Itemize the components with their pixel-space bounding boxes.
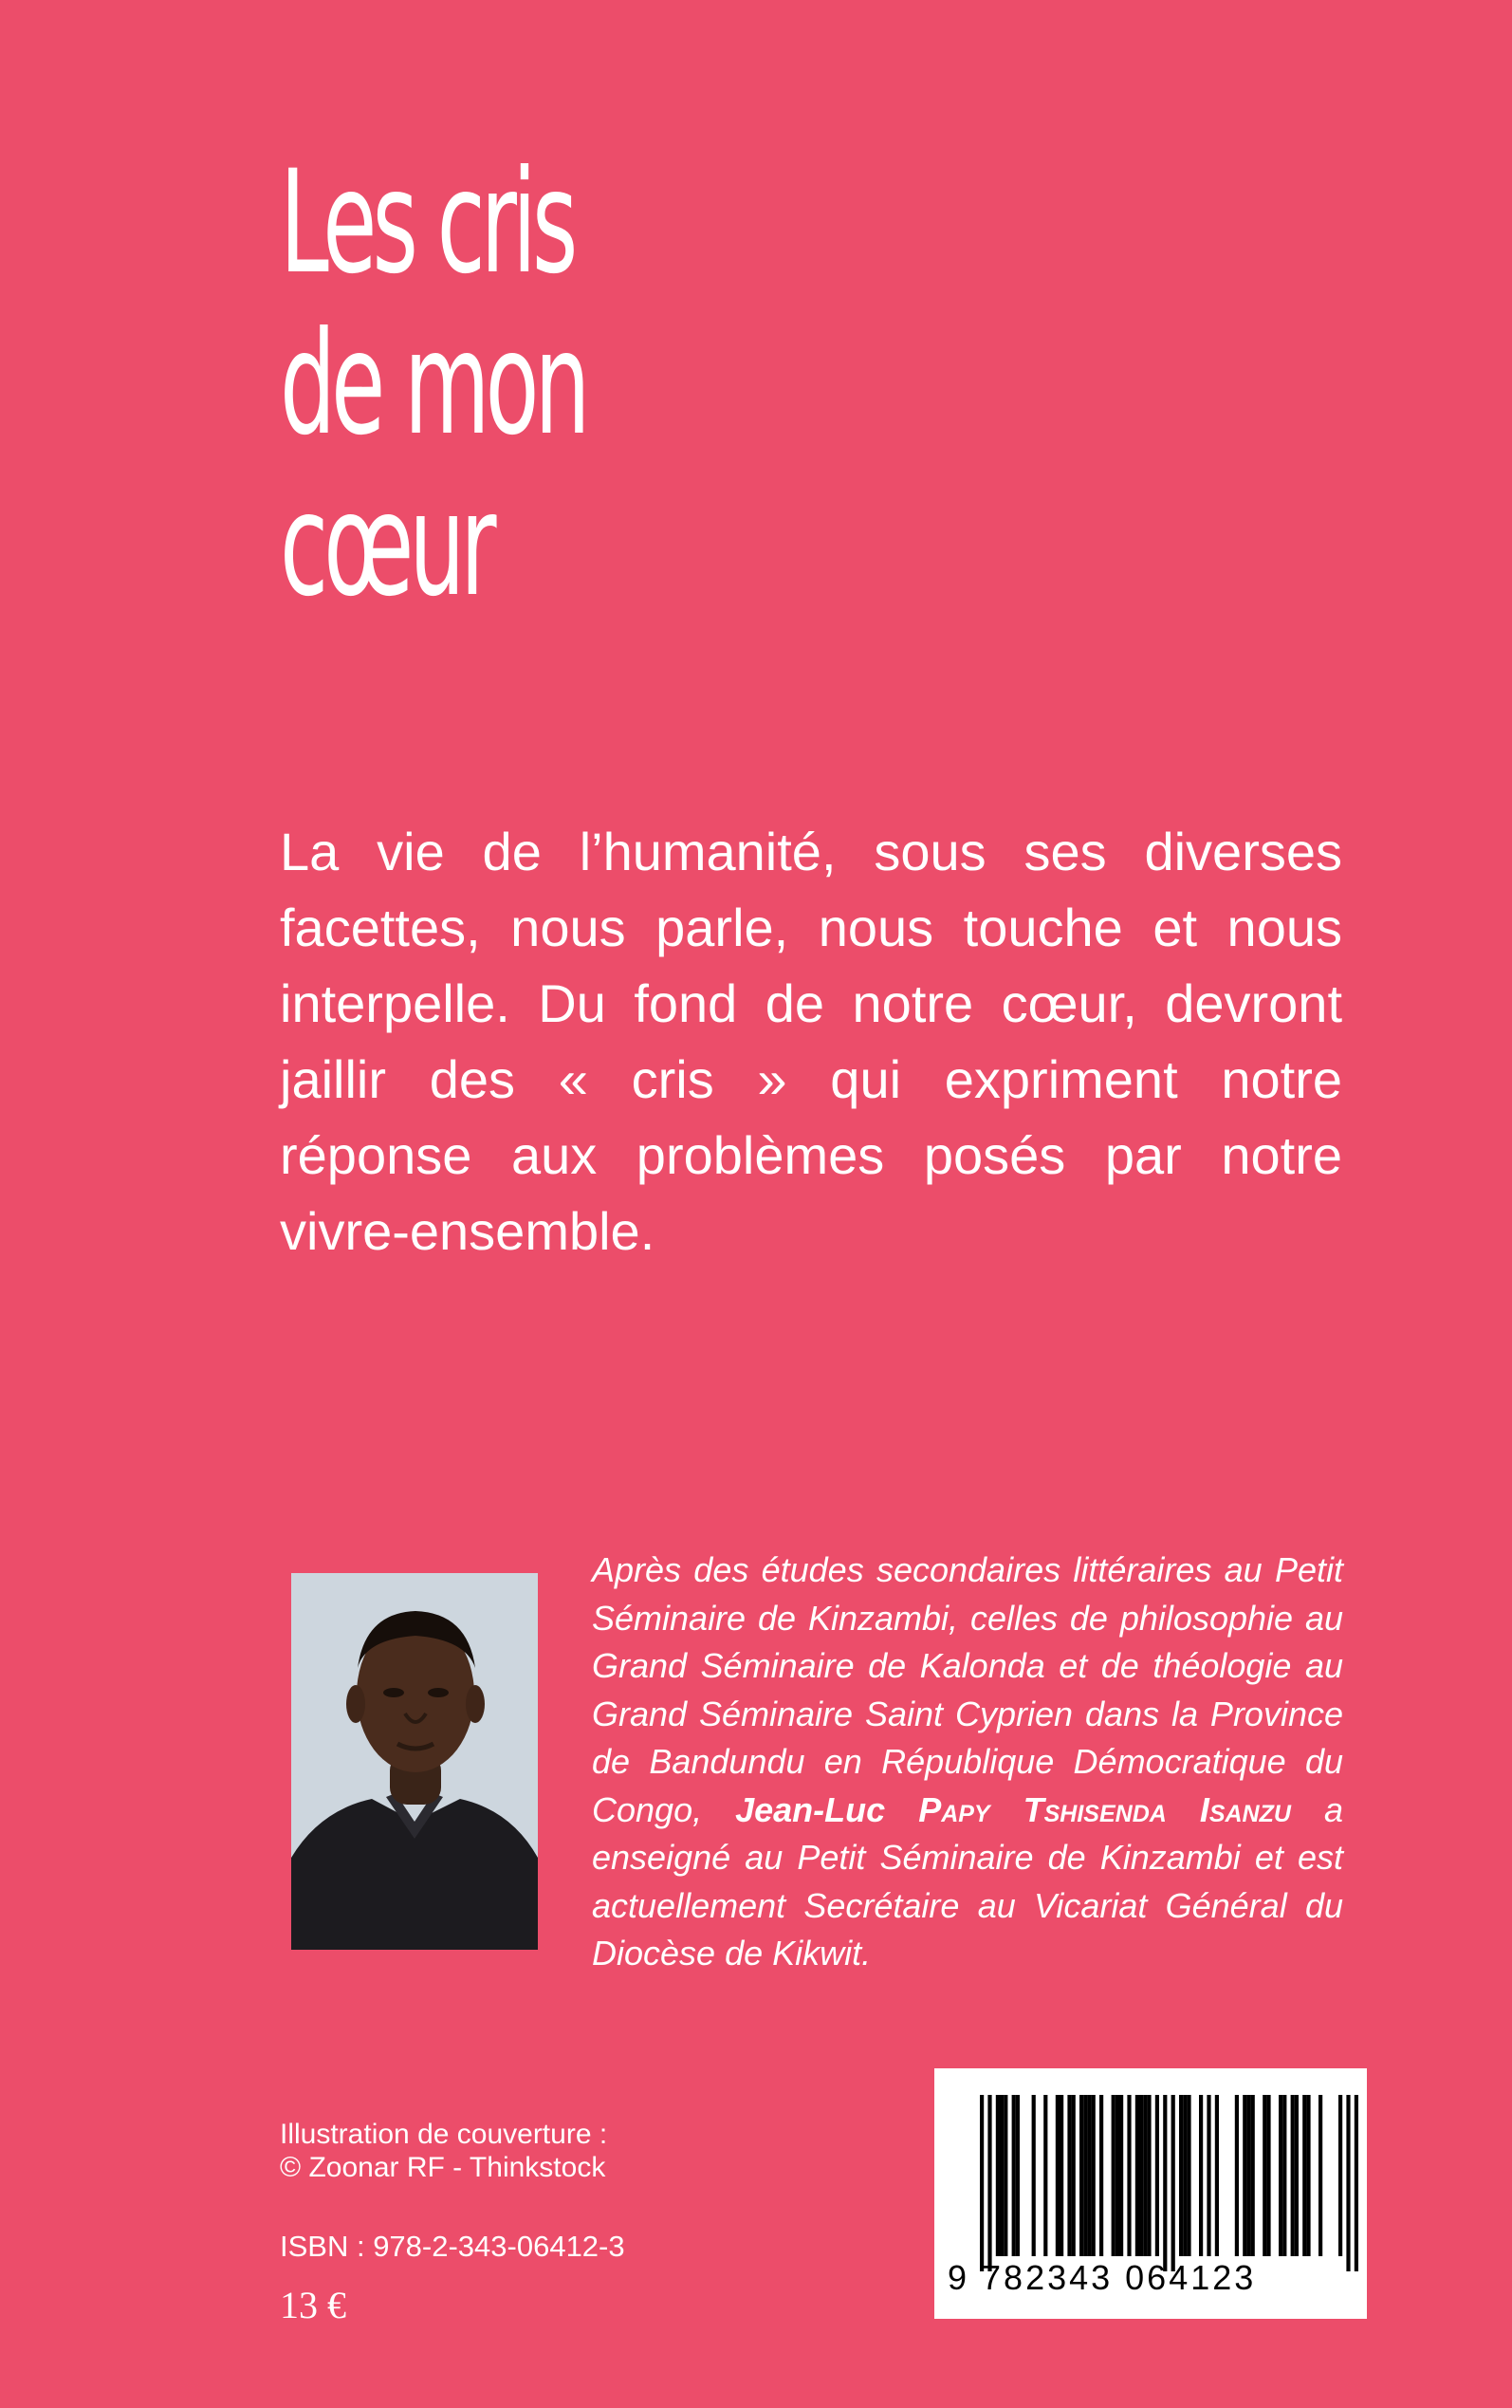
- barcode-bar: [1306, 2095, 1310, 2256]
- barcode-bar: [1083, 2095, 1087, 2256]
- author-bio: [592, 1547, 1343, 1978]
- barcode-bar: [1127, 2095, 1131, 2256]
- barcode: [934, 2068, 1367, 2319]
- book-blurb: La vie de l’humanité, sous ses diverses facettes, nous parle, nous touche et nous interpelle. Du fond de notre cœur, devront jaillir des « cris » qui expriment notre réponse aux problèmes posés par notre vivre-ensemble.: [280, 822, 1342, 1261]
- barcode-bar: [1092, 2095, 1096, 2256]
- author-first-name: Jean-Luc: [735, 1789, 886, 1829]
- barcode-bar: [1346, 2095, 1350, 2271]
- credit-line-1: Illustration de couverture :: [280, 2119, 608, 2150]
- title-line-1: Les cris: [280, 140, 574, 306]
- barcode-bar: [1147, 2095, 1151, 2256]
- isbn: ISBN : 978-2-343-06412-3: [280, 2230, 625, 2263]
- barcode-bar: [1295, 2095, 1299, 2256]
- barcode-bar: [1163, 2095, 1167, 2271]
- barcode-bar: [1318, 2095, 1322, 2256]
- barcode-bar: [1135, 2095, 1139, 2256]
- barcode-bar: [987, 2095, 991, 2271]
- barcode-bar: [1207, 2095, 1210, 2256]
- barcode-bar: [1139, 2095, 1143, 2256]
- barcode-bar: [1266, 2095, 1270, 2256]
- author-bio-outro: a enseigné au Petit Séminaire de Kinzambi et est actuellement Secrétaire au Vicariat Général du Diocèse de Kikwit.: [592, 1789, 1343, 1973]
- barcode-bar: [1079, 2095, 1083, 2256]
- barcode-bar: [1004, 2095, 1007, 2256]
- barcode-bar: [1199, 2095, 1203, 2256]
- barcode-bar: [1143, 2095, 1147, 2256]
- credit-line-2: © Zoonar RF - Thinkstock: [280, 2152, 606, 2183]
- book-title: [280, 142, 585, 626]
- author-surname: Papy Tshisenda Isanzu: [918, 1789, 1291, 1829]
- barcode-bar: [1171, 2095, 1175, 2271]
- barcode-bar: [1246, 2095, 1250, 2256]
- barcode-bar: [1043, 2095, 1047, 2256]
- barcode-bar: [1291, 2095, 1295, 2256]
- barcode-bar: [1338, 2095, 1342, 2256]
- barcode-bar: [1235, 2095, 1239, 2256]
- barcode-bar: [1263, 2095, 1266, 2256]
- barcode-bar: [996, 2095, 1000, 2256]
- barcode-bar: [1032, 2095, 1036, 2256]
- title-line-2: de mon: [280, 302, 586, 467]
- barcode-bar: [1187, 2095, 1190, 2256]
- author-photo: [291, 1573, 538, 1950]
- barcode-bar: [1060, 2095, 1063, 2256]
- barcode-bar: [1215, 2095, 1219, 2256]
- cover-illustration-credit: [280, 2118, 607, 2184]
- barcode-bar: [1056, 2095, 1060, 2256]
- barcode-bar: [1112, 2095, 1116, 2256]
- author-name: [735, 1790, 1291, 1829]
- barcode-bar: [1355, 2095, 1358, 2271]
- barcode-bar: [1243, 2095, 1246, 2256]
- barcode-bar: [980, 2095, 984, 2271]
- barcode-bar: [1000, 2095, 1004, 2256]
- barcode-bar: [1279, 2095, 1282, 2256]
- barcode-bar: [1116, 2095, 1119, 2256]
- barcode-bar: [1179, 2095, 1183, 2256]
- barcode-bar: [1302, 2095, 1306, 2256]
- barcode-bar: [1155, 2095, 1159, 2256]
- barcode-bar: [1183, 2095, 1187, 2256]
- barcode-bar: [1012, 2095, 1016, 2256]
- author-bio-intro: Après des études secondaires littéraires au Petit Séminaire de Kinzambi, celles de philosophie au Grand Séminaire de Kalonda et de théologie au Grand Séminaire Saint Cyprien dans la Province de Bandundu en République Démocratique du Congo,: [592, 1550, 1343, 1829]
- barcode-bar: [1119, 2095, 1123, 2256]
- barcode-bar: [1072, 2095, 1076, 2256]
- price: 13 €: [280, 2284, 346, 2326]
- barcode-bar: [1099, 2095, 1103, 2256]
- barcode-bar: [1251, 2095, 1255, 2256]
- barcode-bar: [1087, 2095, 1091, 2256]
- title-line-3: cœur: [280, 463, 492, 628]
- barcode-bar: [1282, 2095, 1286, 2256]
- barcode-bar: [1067, 2095, 1071, 2256]
- barcode-bar: [1016, 2095, 1020, 2256]
- barcode-digits: 9 782343 064123: [948, 2258, 1257, 2297]
